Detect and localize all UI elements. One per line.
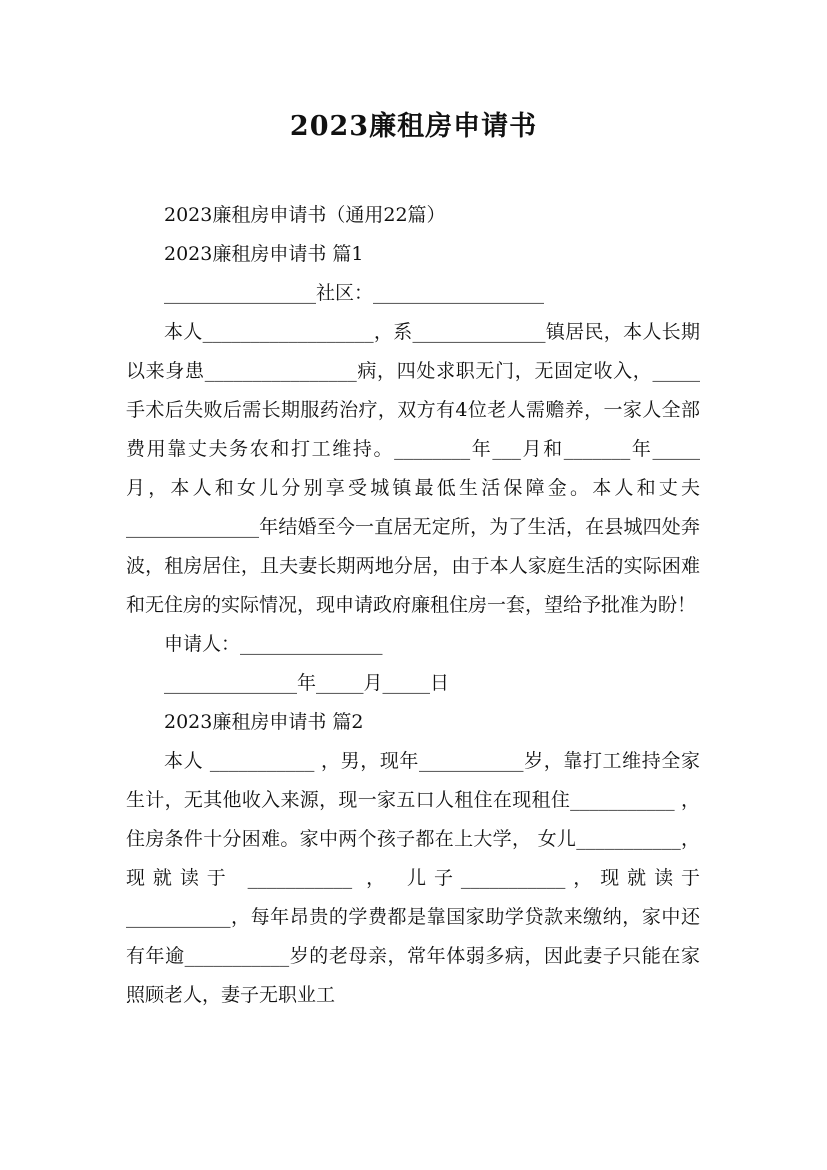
paragraph-section-heading-1: 2023廉租房申请书 篇1: [164, 243, 364, 265]
paragraph-applicant: 申请人：_______________: [164, 633, 383, 655]
paragraph-date: ______________年_____月_____日: [164, 672, 450, 694]
document-title: 2023廉租房申请书: [289, 111, 538, 142]
paragraph-subtitle: 2023廉租房申请书（通用22篇）: [164, 204, 446, 226]
paragraph-section-heading-2: 2023廉租房申请书 篇2: [164, 711, 364, 733]
paragraph-body-1: 本人__________________，系______________镇居民，本人长期以来身患________________病，四处求职无门，无固定收入，_____手术后失败后需长期服药治疗，双方有4位老人需赡养，一家人全部费用靠丈夫务农和打工维持。________年___月和_______年_____月，本人和女儿分别享受城镇最低生活保障金。本人和丈夫______________年结婚至今一直居无定所，为了生活，在县城四处奔波，租房居住，且夫妻长期两地分居，由于本人家庭生活的实际困难和无住房的实际情况，现申请政府廉租住房一套，望给予批准为盼！: [126, 321, 700, 616]
paragraph-addressee: ________________社区：__________________: [164, 282, 545, 304]
document-body: [126, 196, 700, 1015]
paragraph-body-2: 本人 ___________ ，男，现年___________岁，靠打工维持全家生计，无其他收入来源，现一家五口人租住在现租住___________ ，住房条件十分困难。家中两个孩子都在上大学， 女儿___________， 现就读于 ___________ ， 儿子___________，现就读于___________，每年昂贵的学费都是靠国家助学贷款来缴纳，家中还有年逾___________岁的老母亲，常年体弱多病，因此妻子只能在家照顾老人，妻子无职业工: [126, 750, 700, 1006]
